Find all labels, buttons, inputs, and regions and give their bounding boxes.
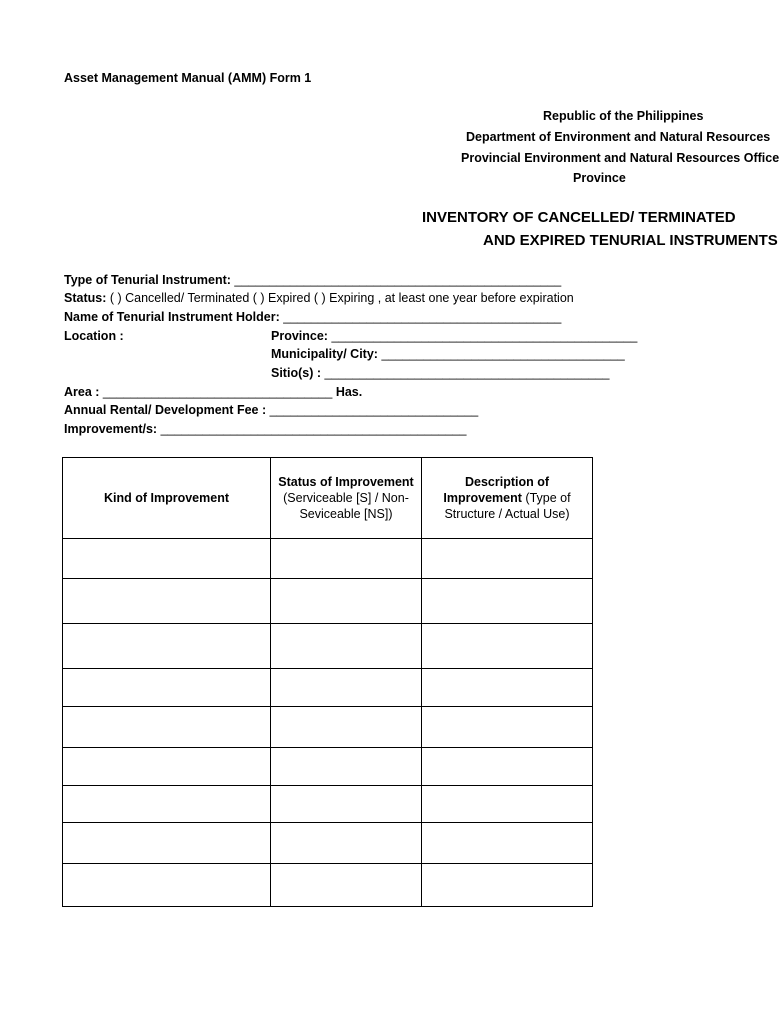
table-cell-status[interactable] <box>271 748 422 786</box>
type-field <box>64 272 561 288</box>
table-cell-kind[interactable] <box>63 624 271 669</box>
sitio-blank[interactable]: _________________________________________ <box>324 366 610 380</box>
area-unit: Has. <box>335 385 363 399</box>
type-label: Type of Tenurial Instrument: <box>64 273 231 287</box>
table-cell-status[interactable] <box>271 707 422 748</box>
table-cell-description[interactable] <box>422 579 593 624</box>
province-field <box>271 328 637 344</box>
table-cell-status[interactable] <box>271 823 422 864</box>
header-line-1: Republic of the Philippines <box>543 109 704 123</box>
status-label: Status: <box>64 291 107 305</box>
municipality-field <box>271 346 625 362</box>
column-header-description <box>422 458 593 539</box>
table-row <box>63 579 593 624</box>
area-label: Area : <box>64 385 100 399</box>
table-row <box>63 864 593 907</box>
table-cell-status[interactable] <box>271 669 422 707</box>
table-cell-status[interactable] <box>271 624 422 669</box>
column-header-kind-label: Kind of Improvement <box>103 491 229 505</box>
area-blank[interactable]: _________________________________ <box>102 385 333 399</box>
table-cell-kind[interactable] <box>63 539 271 579</box>
improvements-blank[interactable]: ____________________________________________ <box>160 422 467 436</box>
rental-label: Annual Rental/ Development Fee : <box>64 403 267 417</box>
table-cell-kind[interactable] <box>63 669 271 707</box>
table-cell-kind[interactable] <box>63 864 271 907</box>
column-header-status-sub: (Serviceable [S] / Non-Seviceable [NS]) <box>283 491 409 521</box>
table-cell-kind[interactable] <box>63 823 271 864</box>
form-label: Asset Management Manual (AMM) Form 1 <box>64 71 312 85</box>
column-header-status <box>271 458 422 539</box>
improvements-field <box>64 421 466 437</box>
holder-label: Name of Tenurial Instrument Holder: <box>64 310 280 324</box>
rental-blank[interactable]: ______________________________ <box>269 403 479 417</box>
table-cell-description[interactable] <box>422 823 593 864</box>
table-cell-description[interactable] <box>422 624 593 669</box>
sitio-label: Sitio(s) : <box>271 366 321 380</box>
location-label: Location : <box>64 329 124 343</box>
table-cell-kind[interactable] <box>63 579 271 624</box>
table-row <box>63 786 593 823</box>
rental-field <box>64 402 478 418</box>
header-line-3: Provincial Environment and Natural Resources Office <box>461 151 779 165</box>
table-cell-status[interactable] <box>271 579 422 624</box>
status-field <box>64 290 574 306</box>
table-row <box>63 823 593 864</box>
table-row <box>63 748 593 786</box>
table-row <box>63 669 593 707</box>
column-header-kind <box>63 458 271 539</box>
holder-field <box>64 309 561 325</box>
municipality-label: Municipality/ City: <box>271 347 378 361</box>
area-field <box>64 384 362 400</box>
table-header-row <box>63 458 593 539</box>
municipality-blank[interactable]: ___________________________________ <box>381 347 625 361</box>
table-cell-status[interactable] <box>271 539 422 579</box>
table-cell-description[interactable] <box>422 707 593 748</box>
table-cell-description[interactable] <box>422 786 593 823</box>
status-options[interactable]: ( ) Cancelled/ Terminated ( ) Expired ( ) Expiring , at least one year before expiration <box>109 291 574 305</box>
improvements-label: Improvement/s: <box>64 422 158 436</box>
table-cell-description[interactable] <box>422 748 593 786</box>
table-cell-kind[interactable] <box>63 786 271 823</box>
province-label: Province: <box>271 329 328 343</box>
table-row <box>63 624 593 669</box>
table-row <box>63 707 593 748</box>
table-cell-description[interactable] <box>422 539 593 579</box>
holder-blank[interactable]: ________________________________________ <box>283 310 562 324</box>
table-cell-description[interactable] <box>422 864 593 907</box>
document-title-line-1: INVENTORY OF CANCELLED/ TERMINATED <box>422 209 736 226</box>
table-cell-kind[interactable] <box>63 707 271 748</box>
column-header-description-sub: (Type of Structure / Actual Use) <box>444 491 571 521</box>
table-row <box>63 539 593 579</box>
column-header-description-label: Description of Improvement <box>443 475 550 505</box>
document-title-line-2: AND EXPIRED TENURIAL INSTRUMENTS <box>483 232 778 249</box>
improvements-table <box>62 457 593 907</box>
header-line-2: Department of Environment and Natural Resources <box>466 130 771 144</box>
table-cell-description[interactable] <box>422 669 593 707</box>
table-cell-status[interactable] <box>271 864 422 907</box>
column-header-status-label: Status of Improvement <box>278 475 414 489</box>
sitio-field <box>271 365 610 381</box>
province-blank[interactable]: ____________________________________________ <box>331 329 638 343</box>
type-blank[interactable]: _______________________________________________ <box>234 273 562 287</box>
header-line-4: Province <box>573 171 626 185</box>
table-cell-status[interactable] <box>271 786 422 823</box>
table-cell-kind[interactable] <box>63 748 271 786</box>
